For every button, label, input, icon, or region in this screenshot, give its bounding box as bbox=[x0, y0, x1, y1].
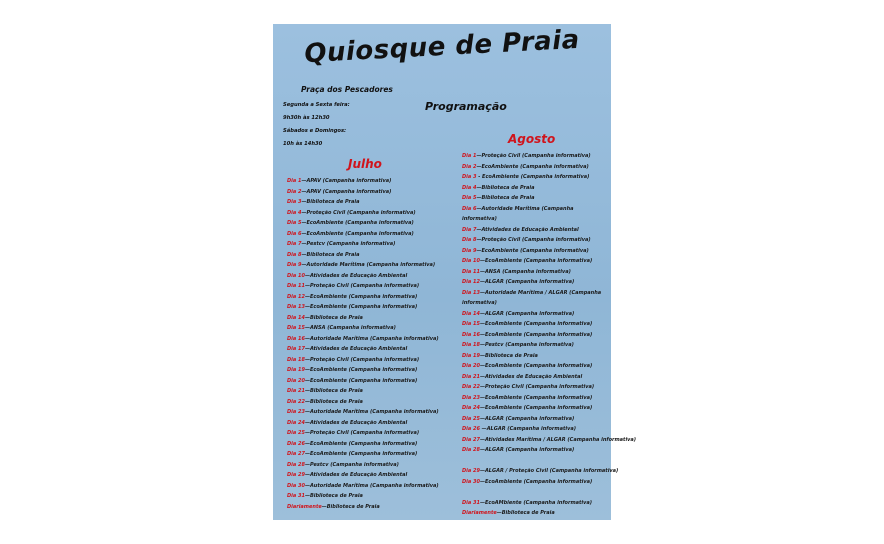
schedule-day: Dia 24 bbox=[287, 419, 305, 426]
schedule-activity: Atividades de Educação Ambiental bbox=[309, 346, 408, 352]
schedule-item bbox=[287, 239, 457, 250]
schedule-activity: Atividades de Educação Ambiental bbox=[481, 226, 579, 233]
schedule-day: Dia 22 bbox=[462, 384, 480, 390]
schedule-separator: — bbox=[301, 199, 307, 205]
schedule-item bbox=[462, 435, 637, 446]
schedule-separator: — bbox=[479, 342, 485, 348]
schedule-day: Dia 26 bbox=[287, 440, 305, 447]
schedule-item bbox=[462, 330, 608, 341]
schedule-day: Dia 4 bbox=[287, 209, 302, 216]
schedule-activity: EcoAmbiente (Campanha informativa) bbox=[484, 331, 593, 338]
schedule-item bbox=[287, 302, 457, 313]
schedule-item bbox=[462, 319, 608, 330]
schedule-day: Dia 13 bbox=[287, 304, 305, 310]
schedule-separator: — bbox=[304, 409, 310, 415]
schedule-item bbox=[462, 172, 608, 183]
schedule-activity: Biblioteca de Praia bbox=[309, 493, 363, 499]
schedule-item bbox=[462, 498, 608, 509]
schedule-item bbox=[287, 313, 457, 324]
schedule-separator: — bbox=[301, 262, 307, 268]
schedule-item bbox=[462, 361, 608, 372]
schedule-separator: — bbox=[479, 426, 487, 432]
schedule-day: Dia 21 bbox=[287, 388, 305, 394]
schedule-item bbox=[462, 340, 608, 351]
schedule-item bbox=[287, 397, 457, 408]
schedule-activity: EcoAmbiente (Campanha informativa) bbox=[309, 367, 418, 373]
schedule-separator: — bbox=[301, 178, 307, 184]
schedule-separator: — bbox=[304, 377, 310, 384]
schedule-activity: EcoAmbiente (Campanha informativa) bbox=[306, 230, 414, 237]
schedule-separator: — bbox=[476, 226, 482, 233]
schedule-activity: EcoAmbiente (Campanha informativa) bbox=[484, 405, 593, 411]
schedule-day: Dia 7 bbox=[287, 241, 302, 247]
schedule-day: Dia 20 bbox=[287, 377, 305, 384]
schedule-activity: Atividades Marítima / ALGAR (Campanha informativa) bbox=[484, 436, 637, 443]
schedule-activity: Pestcv (Campanha informativa) bbox=[484, 342, 574, 348]
schedule-day: Dia 9 bbox=[287, 262, 302, 268]
schedule-day: Dia 4 bbox=[462, 184, 477, 191]
schedule-separator: — bbox=[301, 209, 307, 216]
august-heading: Agosto bbox=[508, 132, 556, 146]
schedule-activity: Proteção Civil (Campanha informativa) bbox=[306, 209, 416, 216]
schedule-day: Dia 9 bbox=[462, 247, 477, 254]
schedule-separator: — bbox=[304, 451, 310, 457]
schedule-day: Dia 10 bbox=[287, 272, 305, 279]
schedule-activity: APAV (Campanha informativa) bbox=[306, 188, 392, 195]
schedule-item bbox=[462, 309, 608, 320]
schedule-item bbox=[462, 393, 608, 404]
schedule-activity: EcoAmbiente (Campanha informativa) bbox=[484, 258, 593, 264]
schedule-separator: — bbox=[479, 279, 485, 285]
schedule-item bbox=[287, 271, 457, 282]
schedule-item bbox=[287, 250, 457, 261]
schedule-activity: Biblioteca de Praia bbox=[309, 388, 363, 394]
schedule-activity: Biblioteca de Praia bbox=[501, 510, 555, 516]
schedule-item bbox=[462, 235, 608, 246]
schedule-separator: — bbox=[479, 436, 485, 443]
schedule-activity: EcoAmbiente (Campanha informativa) bbox=[309, 304, 418, 310]
schedule-item bbox=[287, 292, 457, 303]
schedule-item bbox=[462, 351, 608, 362]
schedule-separator: — bbox=[304, 367, 310, 373]
schedule-item bbox=[462, 267, 608, 278]
schedule-day: Dia 8 bbox=[287, 251, 302, 258]
schedule-separator: — bbox=[301, 230, 307, 237]
schedule-day: Dia 1 bbox=[287, 178, 302, 184]
schedule-item bbox=[287, 260, 457, 271]
schedule-item bbox=[287, 460, 457, 471]
schedule-activity: Atividades de Educação Ambiental bbox=[309, 472, 408, 478]
schedule-separator: — bbox=[479, 352, 485, 359]
schedule-activity: ALGAR (Campanha informativa) bbox=[484, 279, 575, 285]
schedule-item bbox=[462, 403, 608, 414]
schedule-day: Dia 28 bbox=[462, 447, 480, 453]
schedule-item bbox=[462, 151, 608, 162]
schedule-day: Dia 15 bbox=[287, 325, 305, 331]
schedule-activity: Biblioteca de Praia bbox=[481, 195, 535, 201]
schedule-item bbox=[287, 229, 457, 240]
schedule-activity: Proteção Civil (Campanha informativa) bbox=[309, 356, 420, 363]
schedule-item bbox=[287, 418, 457, 429]
schedule-day: Dia 23 bbox=[287, 409, 305, 415]
schedule-day: Dia 5 bbox=[287, 220, 302, 226]
schedule-item bbox=[462, 424, 608, 435]
schedule-separator: — bbox=[304, 419, 310, 426]
schedule-day: Dia 31 bbox=[462, 499, 480, 506]
schedule-item bbox=[287, 197, 457, 208]
schedule-day: Dia 25 bbox=[287, 430, 305, 436]
schedule-activity: EcoAmbiente (Campanha informativa) bbox=[309, 293, 418, 300]
schedule-separator: — bbox=[479, 289, 485, 296]
programme-heading: Programação bbox=[425, 100, 507, 113]
schedule-day: Dia 29 bbox=[462, 468, 480, 474]
schedule-activity: EcoAmbiente (Campanha informativa) bbox=[484, 478, 593, 485]
schedule-item bbox=[287, 481, 457, 492]
schedule-separator: — bbox=[479, 384, 485, 390]
schedule-separator: — bbox=[479, 321, 485, 327]
schedule-separator: — bbox=[304, 356, 310, 363]
schedule-activity: ALGAR / Proteção Civil (Campanha informativa) bbox=[484, 468, 619, 474]
schedule-separator: — bbox=[304, 325, 310, 331]
schedule-separator: — bbox=[476, 163, 482, 170]
schedule-day: Dia 12 bbox=[287, 293, 305, 300]
schedule-item bbox=[462, 288, 608, 309]
schedule-separator: — bbox=[304, 304, 310, 310]
schedule-separator: — bbox=[479, 268, 485, 275]
schedule-item bbox=[462, 256, 608, 267]
schedule-item bbox=[287, 376, 457, 387]
schedule-activity: EcoAmbiente (Campanha informativa) bbox=[309, 440, 418, 447]
schedule-separator: — bbox=[479, 499, 485, 506]
schedule-activity: EcoAmbiente (Campanha informativa) bbox=[484, 321, 593, 327]
schedule-activity: Proteção Civil (Campanha informativa) bbox=[309, 430, 420, 436]
schedule-item bbox=[287, 470, 457, 481]
schedule-item bbox=[462, 372, 608, 383]
schedule-activity: EcoAmbiente (Campanha informativa) bbox=[309, 377, 418, 384]
schedule-day: Dia 30 bbox=[462, 478, 480, 485]
schedule-day: Diariamente bbox=[462, 510, 497, 516]
schedule-day: Dia 21 bbox=[462, 373, 480, 380]
schedule-item bbox=[287, 428, 457, 439]
schedule-separator: — bbox=[476, 205, 482, 212]
schedule-item bbox=[287, 502, 457, 513]
schedule-separator: — bbox=[479, 405, 485, 411]
weekday-hours: 9h30h às 12h30 bbox=[283, 115, 330, 121]
schedule-day: Dia 22 bbox=[287, 398, 305, 405]
schedule-item bbox=[462, 246, 608, 257]
schedule-item bbox=[462, 445, 608, 466]
schedule-activity: Biblioteca de Praia bbox=[484, 352, 538, 359]
schedule-separator: — bbox=[304, 493, 310, 499]
poster-title: Quiosque de Praia bbox=[303, 24, 581, 70]
schedule-activity: ALGAR (Campanha informativa) bbox=[484, 447, 575, 453]
schedule-day: Dia 6 bbox=[462, 205, 477, 212]
schedule-activity: ANSA (Campanha informativa) bbox=[484, 268, 571, 275]
schedule-item bbox=[287, 386, 457, 397]
schedule-separator: — bbox=[479, 468, 485, 474]
schedule-separator: — bbox=[476, 184, 482, 191]
schedule-day: Dia 29 bbox=[287, 472, 305, 478]
schedule-day: Dia 11 bbox=[287, 283, 305, 289]
schedule-day: Dia 20 bbox=[462, 363, 480, 369]
schedule-activity: EcoAmbiente (Campanha informativa) bbox=[481, 163, 589, 170]
schedule-activity: Autoridade Marítima (Campanha informativa) bbox=[309, 482, 439, 489]
schedule-item bbox=[287, 281, 457, 292]
schedule-separator: — bbox=[479, 363, 485, 369]
schedule-item bbox=[462, 162, 608, 173]
schedule-separator: — bbox=[479, 394, 485, 401]
schedule-separator: — bbox=[496, 510, 502, 516]
schedule-activity: EcoAmbiente (Campanha informativa) bbox=[484, 394, 593, 401]
schedule-activity: Pestcv (Campanha informativa) bbox=[309, 461, 399, 468]
schedule-separator: — bbox=[304, 272, 310, 279]
schedule-item bbox=[287, 449, 457, 460]
schedule-item bbox=[462, 382, 608, 393]
schedule-separator: — bbox=[304, 482, 310, 489]
schedule-day: Dia 14 bbox=[462, 310, 480, 317]
schedule-day: Dia 16 bbox=[462, 331, 480, 338]
schedule-separator: — bbox=[304, 440, 310, 447]
schedule-item bbox=[462, 477, 608, 498]
schedule-day: Dia 16 bbox=[287, 335, 305, 342]
schedule-item bbox=[462, 193, 608, 204]
schedule-day: Dia 27 bbox=[462, 436, 480, 443]
schedule-activity: EcoAmbiente (Campanha informativa) bbox=[309, 451, 418, 457]
schedule-day: Dia 13 bbox=[462, 289, 480, 296]
schedule-day: Dia 18 bbox=[287, 356, 305, 363]
schedule-day: Dia 30 bbox=[287, 482, 305, 489]
schedule-day: Dia 19 bbox=[287, 367, 305, 373]
schedule-separator: — bbox=[304, 335, 310, 342]
schedule-item bbox=[287, 218, 457, 229]
schedule-activity: EcoAmbiente (Campanha informativa) bbox=[482, 174, 590, 180]
schedule-separator: — bbox=[479, 373, 485, 380]
schedule-activity: APAV (Campanha informativa) bbox=[306, 178, 392, 184]
schedule-separator: — bbox=[304, 314, 310, 321]
schedule-day: Dia 8 bbox=[462, 237, 477, 243]
schedule-day: Dia 24 bbox=[462, 405, 480, 411]
schedule-activity: Biblioteca de Praia bbox=[326, 503, 380, 510]
schedule-separator: — bbox=[479, 478, 485, 485]
schedule-activity: Autoridade Marítima (Campanha informativa) bbox=[462, 205, 574, 222]
schedule-day: Dia 19 bbox=[462, 352, 480, 359]
schedule-separator: — bbox=[321, 503, 327, 510]
schedule-activity: Atividades de Educação Ambiental bbox=[309, 272, 408, 279]
schedule-day: Dia 17 bbox=[287, 346, 305, 352]
schedule-day: Dia 18 bbox=[462, 342, 480, 348]
schedule-separator: — bbox=[304, 472, 310, 478]
schedule-separator: — bbox=[304, 293, 310, 300]
schedule-item bbox=[462, 204, 608, 225]
schedule-day: Dia 3 bbox=[462, 174, 477, 180]
schedule-item bbox=[287, 208, 457, 219]
schedule-activity: Autoridade Marítima (Campanha informativa) bbox=[309, 335, 439, 342]
schedule-day: Dia 23 bbox=[462, 394, 480, 401]
schedule-item bbox=[287, 407, 457, 418]
schedule-item bbox=[287, 334, 457, 345]
schedule-separator: — bbox=[476, 237, 482, 243]
weekend-label: Sábados e Domingos: bbox=[283, 128, 347, 134]
schedule-day: Dia 14 bbox=[287, 314, 305, 321]
schedule-day: Dia 10 bbox=[462, 258, 480, 264]
weekend-hours: 10h às 14h30 bbox=[283, 141, 323, 147]
schedule-separator: — bbox=[301, 241, 307, 247]
august-schedule-list bbox=[462, 151, 637, 519]
schedule-activity: Proteção Civil (Campanha informativa) bbox=[481, 237, 591, 243]
schedule-item bbox=[462, 183, 608, 194]
schedule-item bbox=[287, 176, 457, 187]
schedule-activity: ALGAR (Campanha informativa) bbox=[484, 415, 575, 422]
schedule-item bbox=[287, 439, 457, 450]
schedule-separator: — bbox=[301, 188, 307, 195]
july-schedule-list bbox=[287, 176, 457, 512]
schedule-day: Dia 5 bbox=[462, 195, 477, 201]
schedule-day: Dia 15 bbox=[462, 321, 480, 327]
schedule-separator: — bbox=[304, 283, 310, 289]
schedule-item bbox=[462, 225, 608, 236]
schedule-day: Dia 11 bbox=[462, 268, 480, 275]
schedule-separator: — bbox=[476, 247, 482, 254]
schedule-separator: — bbox=[301, 220, 307, 226]
schedule-day: Dia 27 bbox=[287, 451, 305, 457]
schedule-item bbox=[462, 466, 619, 477]
schedule-day: Dia 12 bbox=[462, 279, 480, 285]
schedule-separator: — bbox=[304, 388, 310, 394]
schedule-item bbox=[462, 508, 608, 519]
schedule-activity: Proteção Civil (Campanha informativa) bbox=[309, 283, 420, 289]
schedule-day: Dia 7 bbox=[462, 226, 477, 233]
schedule-separator: — bbox=[304, 430, 310, 436]
schedule-day: Dia 31 bbox=[287, 493, 305, 499]
schedule-separator: - bbox=[476, 174, 483, 180]
july-heading: Julho bbox=[348, 157, 382, 171]
schedule-activity: EcoAmbiente (Campanha informativa) bbox=[306, 220, 414, 226]
schedule-day: Dia 26 bbox=[462, 426, 480, 432]
schedule-activity: Biblioteca de Praia bbox=[309, 398, 363, 405]
schedule-activity: Atividades de Educação Ambiental bbox=[309, 419, 408, 426]
schedule-day: Dia 2 bbox=[462, 163, 477, 170]
schedule-activity: EcoAMbiente (Campanha informativa) bbox=[484, 499, 593, 506]
schedule-day: Dia 6 bbox=[287, 230, 302, 237]
weekday-label: Segunda a Sexta feira: bbox=[283, 102, 350, 108]
schedule-item bbox=[287, 491, 457, 502]
schedule-activity: ALGAR (Campanha informativa) bbox=[484, 310, 575, 317]
schedule-separator: — bbox=[476, 195, 482, 201]
schedule-activity: Proteção Civil (Campanha informativa) bbox=[484, 384, 595, 390]
schedule-activity: Autoridade Marítima / ALGAR (Campanha informativa) bbox=[462, 289, 602, 306]
schedule-activity: ANSA (Campanha informativa) bbox=[309, 325, 396, 331]
beach-kiosk-poster bbox=[273, 24, 637, 520]
schedule-activity: ALGAR (Campanha informativa) bbox=[486, 426, 576, 432]
schedule-day: Dia 1 bbox=[462, 153, 477, 159]
schedule-separator: — bbox=[479, 447, 485, 453]
schedule-item bbox=[287, 323, 457, 334]
schedule-item bbox=[287, 187, 457, 198]
schedule-activity: Biblioteca de Praia bbox=[306, 251, 360, 258]
schedule-activity: Biblioteca de Praia bbox=[306, 199, 360, 205]
location-label: Praça dos Pescadores bbox=[301, 85, 393, 94]
schedule-activity: Pestcv (Campanha informativa) bbox=[306, 241, 396, 247]
schedule-separator: — bbox=[304, 398, 310, 405]
schedule-separator: — bbox=[476, 153, 482, 159]
schedule-separator: — bbox=[304, 461, 310, 468]
schedule-activity: Biblioteca de Praia bbox=[481, 184, 535, 191]
schedule-activity: Autoridade Marítima (Campanha informativa) bbox=[306, 262, 436, 268]
schedule-day: Diariamente bbox=[287, 503, 322, 510]
schedule-item bbox=[462, 277, 608, 288]
schedule-separator: — bbox=[479, 331, 485, 338]
schedule-day: Dia 25 bbox=[462, 415, 480, 422]
schedule-day: Dia 3 bbox=[287, 199, 302, 205]
schedule-activity: Atividades de Educação Ambiental bbox=[484, 373, 583, 380]
schedule-activity: Proteção Civil (Campanha informativa) bbox=[481, 153, 591, 159]
schedule-activity: EcoAmbiente (Campanha informativa) bbox=[481, 247, 589, 254]
schedule-activity: Autoridade Marítima (Campanha informativa) bbox=[309, 409, 439, 415]
schedule-day: Dia 28 bbox=[287, 461, 305, 468]
schedule-item bbox=[462, 414, 608, 425]
schedule-activity: Biblioteca de Praia bbox=[309, 314, 363, 321]
schedule-separator: — bbox=[479, 258, 485, 264]
schedule-separator: — bbox=[301, 251, 307, 258]
schedule-item bbox=[287, 344, 457, 355]
schedule-item bbox=[287, 355, 457, 366]
schedule-activity: EcoAmbiente (Campanha informativa) bbox=[484, 363, 593, 369]
schedule-day: Dia 2 bbox=[287, 188, 302, 195]
schedule-item bbox=[287, 365, 457, 376]
schedule-separator: — bbox=[479, 415, 485, 422]
schedule-separator: — bbox=[479, 310, 485, 317]
schedule-separator: — bbox=[304, 346, 310, 352]
